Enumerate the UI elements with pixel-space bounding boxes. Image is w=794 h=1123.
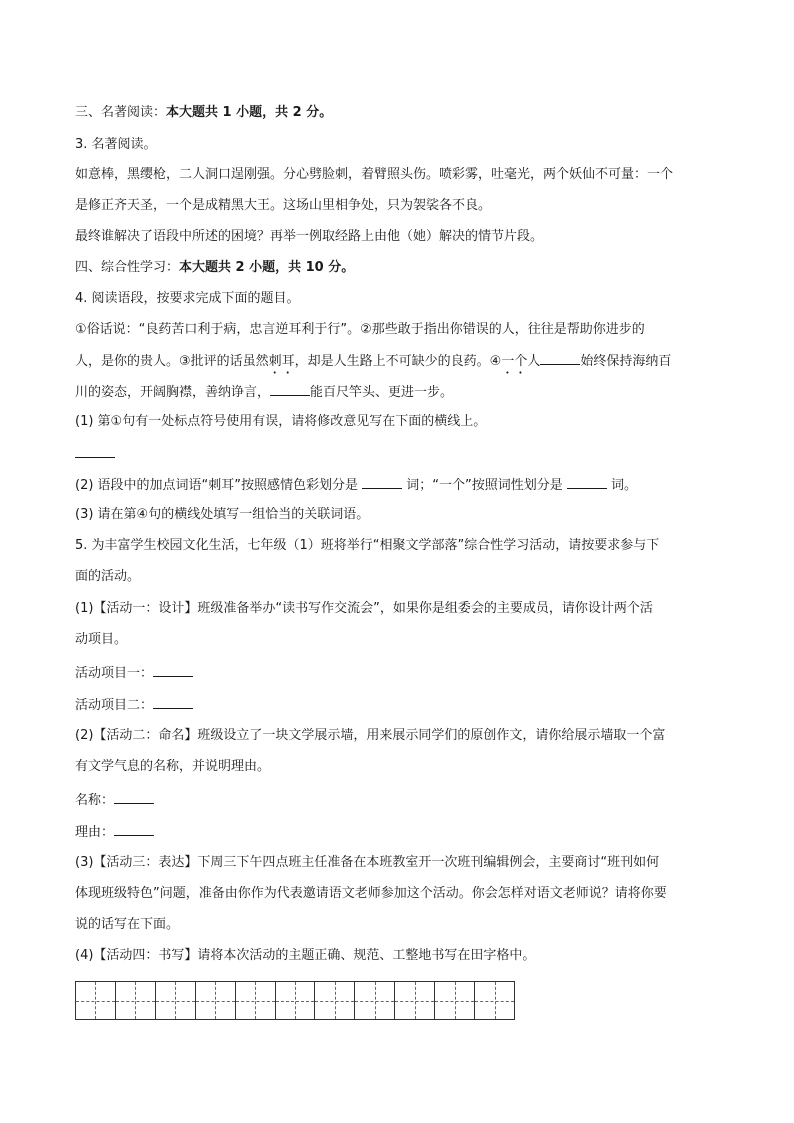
q4-para-line2-c: 人 [527, 354, 541, 369]
q5-item2 [75, 695, 193, 715]
q5-activity4: (4)【活动四：书写】请将本次活动的主题正确、规范、工整地书写在田字格中。 [75, 948, 536, 963]
q4-title: 4. 阅读语段，按要求完成下面的题目。 [75, 291, 300, 306]
q4-sub3: (3) 请在第④句的横线处填写一组恰当的关联词语。 [75, 507, 370, 522]
section3-heading-bold: 本大题共 1 小题，共 2 分。 [166, 105, 333, 120]
tian-zi-cell[interactable] [435, 982, 475, 1019]
q5-name [75, 790, 154, 810]
q4-sub1-answer-line[interactable] [75, 444, 115, 464]
answer-blank[interactable] [114, 822, 154, 836]
q4-para-line2-d: 始终保持海纳百 [580, 354, 672, 369]
section4-heading-prefix: 四、综合性学习： [75, 260, 180, 275]
tian-zi-cell[interactable] [156, 982, 196, 1019]
q3-poem-line2: 是修正齐天圣，一个是成精黑大王。这场山里相争处，只为袈裟各不良。 [75, 198, 492, 213]
tian-zi-cell[interactable] [196, 982, 236, 1019]
answer-blank[interactable] [270, 382, 310, 396]
item1-label: 活动项目一： [75, 666, 154, 681]
section4-heading-bold: 本大题共 2 小题，共 10 分。 [179, 260, 355, 275]
q5-activity3-line1: (3)【活动三：表达】下周三下午四点班主任准备在本班教室开一次班刊编辑例会，主要商讨“班刊如何 [75, 855, 660, 870]
q5-activity2-line1: (2)【活动二：命名】班级设立了一块文学展示墙，用来展示同学们的原创作文，请你给展示墙取一个富 [75, 728, 666, 743]
q4-para-line2-b: ，却是人生路上不可缺少的良药。④ [294, 354, 502, 369]
q5-activity3-line2: 体现班级特色”问题，准备由你作为代表邀请语文老师参加这个活动。你会怎样对语文老师说？请将你要 [75, 886, 667, 901]
q5-item1 [75, 663, 193, 683]
q4-para-line3-a: 川的姿态，开阔胸襟，善纳诤言， [75, 385, 271, 400]
tian-zi-cell[interactable] [276, 982, 316, 1019]
q5-activity1-line2: 动项目。 [75, 632, 128, 647]
q5-activity1-line1: (1)【活动一：设计】班级准备举办“读书写作交流会”，如果你是组委会的主要成员，请你设计两个活 [75, 601, 653, 616]
reason-label: 理由： [75, 825, 115, 840]
q5-reason [75, 822, 154, 842]
answer-blank[interactable] [75, 444, 115, 458]
section3-heading [75, 104, 332, 122]
answer-blank[interactable] [567, 475, 607, 489]
answer-blank[interactable] [114, 790, 154, 804]
tian-zi-cell[interactable] [116, 982, 156, 1019]
tian-zi-cell[interactable] [76, 982, 116, 1019]
q4-sub2-b: 词；“一个”按照词性划分是 [402, 478, 567, 493]
tian-zi-cell[interactable] [475, 982, 514, 1019]
q5-title-line1: 5. 为丰富学生校园文化生活，七年级（1）班将举行“相聚文学部落”综合性学习活动，请按要求参与下 [75, 538, 660, 553]
item2-label: 活动项目二： [75, 698, 154, 713]
q4-para-line3-b: 能百尺竿头、更进一步。 [310, 385, 454, 400]
answer-blank[interactable] [362, 475, 402, 489]
q4-sub1: (1) 第①句有一处标点符号使用有误，请将修改意见写在下面的横线上。 [75, 414, 487, 429]
q3-poem-line1: 如意棒，黑缨枪，二人洞口逞刚强。分心劈脸刺，着臂照头伤。喷彩雾，吐毫光，两个妖仙不可量：一个 [75, 167, 674, 182]
tian-zi-cell[interactable] [355, 982, 395, 1019]
q4-para-line2 [75, 351, 671, 377]
name-label: 名称： [75, 793, 115, 808]
section4-heading [75, 259, 354, 277]
q4-para-line2-a: 人，是你的贵人。③批评的话虽然 [75, 354, 269, 369]
tian-zi-cell[interactable] [236, 982, 276, 1019]
q5-title-line2: 面的活动。 [75, 569, 141, 584]
section3-heading-prefix: 三、名著阅读： [75, 105, 167, 120]
q4-sub2 [75, 475, 637, 495]
dotted-word-cier: 刺耳 [268, 354, 295, 369]
q3-question: 最终谁解决了语段中所述的困境？再举一例取经路上由他（她）解决的情节片段。 [75, 229, 544, 244]
q4-sub2-c: 词。 [606, 478, 638, 493]
q5-activity2-line2: 有文学气息的名称，并说明理由。 [75, 759, 271, 774]
q4-para-line3 [75, 382, 453, 402]
q3-title: 3. 名著阅读。 [75, 137, 157, 152]
tian-zi-cell[interactable] [395, 982, 435, 1019]
tian-zi-cell[interactable] [315, 982, 355, 1019]
q4-sub2-a: (2) 语段中的加点词语“刺耳”按照感情色彩划分是 [75, 478, 363, 493]
answer-blank[interactable] [153, 695, 193, 709]
tian-zi-grid[interactable] [75, 981, 515, 1020]
answer-blank[interactable] [540, 351, 580, 365]
dotted-word-yige: 一个 [501, 354, 528, 369]
answer-blank[interactable] [153, 663, 193, 677]
q4-para-line1: ①俗话说：“良药苦口利于病，忠言逆耳利于行”。②那些敢于指出你错误的人，往往是帮助你进步的 [75, 322, 645, 337]
q5-activity3-line3: 说的话写在下面。 [75, 917, 180, 932]
